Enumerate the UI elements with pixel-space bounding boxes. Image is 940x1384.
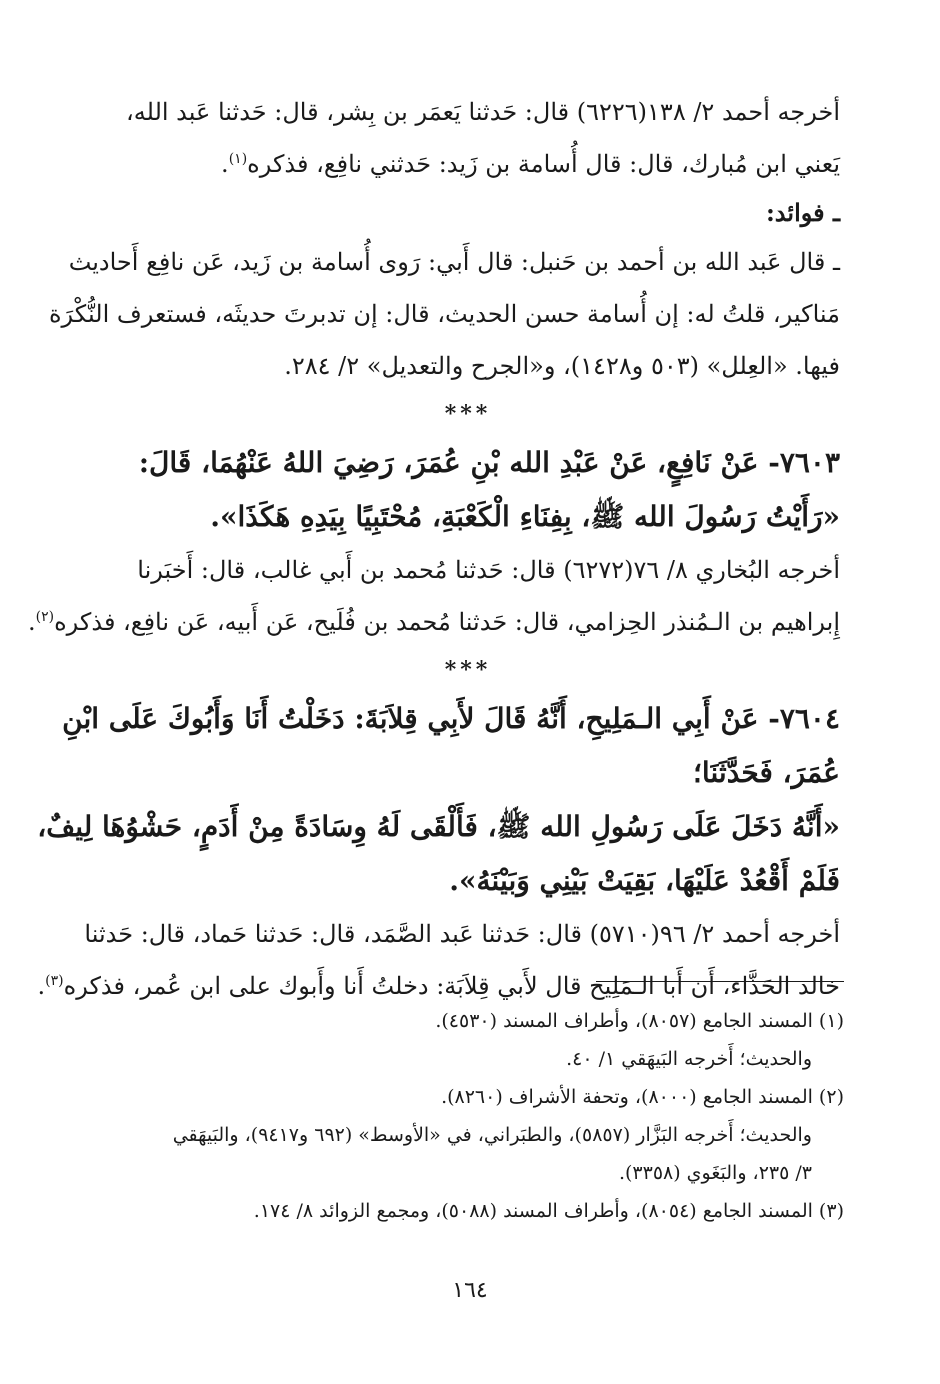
benefits-heading: ـ فوائد: — [765, 198, 840, 227]
hadith-7604 — [37, 692, 840, 908]
hadith-line: ٧٦٠٤- عَنْ أَبِي الـمَلِيحِ، أَنَّهُ قَالَ لأَبِي قِلاَبَةَ: دَخَلْتُ أَنَا وَأَبُوكَ عَلَى ابْنِ — [62, 702, 840, 735]
footnote-1: (١) المسند الجامع (٨٠٥٧)، وأطراف المسند (٤٥٣٠). — [435, 1010, 844, 1032]
text-line: خالد الحَذَّاء، أَن أَبا الـمَلِيح قال لأَبي قِلاَبَة: دخلتُ أَنا وأَبوك على ابن عُمر، فذكره$^{(٣)}$. — [37, 972, 840, 1000]
footnote-3: (٣) المسند الجامع (٨٠٥٤)، وأطراف المسند (٥٠٨٨)، ومجمع الزوائد ٨/ ١٧٤. — [253, 1200, 844, 1222]
hadith-7603 — [96, 436, 840, 544]
footnote-ref-1[interactable]: (١) — [228, 151, 248, 167]
footnote-2-continuation: ٣/ ٢٣٥، والبَغَوي (٣٣٥٨). — [618, 1162, 812, 1184]
takhrij-7604 — [37, 908, 840, 1012]
footnote-2-continuation: والحديث؛ أَخرجه البَزَّار (٥٨٥٧)، والطبَراني، في «الأوسط» (٦٩٢ و٩٤١٧)، والبَيهَقي — [172, 1124, 812, 1146]
text-line: أخرجه أحمد ٢/ ١٣٨(٦٢٢٦) قال: حَدثنا يَعمَر بن بِشر، قال: حَدثنا عَبد الله، — [126, 98, 840, 126]
page-number: ١٦٤ — [452, 1278, 488, 1303]
text-line: إِبراهيم بن الـمُنذر الحِزامي، قال: حَدثنا مُحمد بن فُلَيح، عَن أَبيه، عَن نافِع، فذكره$^{(٢)}$. — [28, 608, 840, 636]
takhrij-paragraph-1 — [96, 86, 840, 190]
text-line: مَناكير، قلتُ له: إن أُسامة حسن الحديث، قال: إن تدبرتَ حديثَه، فستعرف النُّكْرَة — [48, 300, 840, 328]
text-line: فيها. «العِلل» (٥٠٣ و١٤٢٨)، و«الجرح والتعديل» ٢/ ٢٨٤. — [284, 352, 840, 380]
hadith-line: ٧٦٠٣- عَنْ نَافِعٍ، عَنْ عَبْدِ الله بْنِ عُمَرَ، رَضِيَ اللهُ عَنْهُمَا، قَالَ: — [138, 446, 840, 479]
benefits-paragraph — [48, 236, 840, 392]
text-line: ـ قال عَبد الله بن أحمد بن حَنبل: قال أَبي: رَوى أُسامة بن زَيد، عَن نافِع أَحاديث — [68, 248, 840, 276]
section-separator: *** — [444, 401, 492, 427]
footnote-ref-3[interactable]: (٣) — [45, 973, 64, 989]
footnotes — [100, 1002, 844, 1230]
text-line: أخرجه البُخاري ٨/ ٧٦(٦٢٧٢) قال: حَدثنا مُحمد بن أَبي غالب، قال: أَخبَرنا — [137, 556, 840, 584]
footnote-divider — [596, 981, 844, 982]
text-line: يَعني ابن مُبارك، قال: قال أُسامة بن زَيد: حَدثني نافِع، فذكره$^{(١)}$. — [221, 150, 840, 178]
section-separator: *** — [444, 657, 492, 683]
main-text — [28, 86, 840, 1012]
takhrij-7603 — [28, 544, 840, 648]
footnote-2: (٢) المسند الجامع (٨٠٠٠)، وتحفة الأشراف (٨٢٦٠). — [441, 1086, 844, 1108]
hadith-line: فَلَمْ أَقْعُدْ عَلَيْهَا، بَقِيَتْ بَيْنِي وَبَيْنَهُ». — [449, 864, 840, 897]
hadith-line: «رَأَيْتُ رَسُولَ الله ﷺ، بِفِنَاءِ الْكَعْبَةِ، مُحْتَبِيًا بِيَدِهِ هَكَذَا». — [210, 500, 840, 533]
hadith-line: عُمَرَ، فَحَدَّثَنَا؛ — [693, 756, 840, 789]
text-line: أخرجه أحمد ٢/ ٩٦(٥٧١٠) قال: حَدثنا عَبد الصَّمَد، قال: حَدثنا حَماد، قال: حَدثنا — [84, 920, 840, 948]
footnote-ref-2[interactable]: (٢) — [35, 609, 55, 625]
footnote-1-continuation: والحديث؛ أَخرجه البَيهَقي ١/ ٤٠. — [566, 1048, 812, 1070]
hadith-line: «أَنَّهُ دَخَلَ عَلَى رَسُولِ الله ﷺ، فَأَلْقَى لَهُ وِسَادَةً مِنْ أَدَمٍ، حَشْوُهَا لِيفٌ، — [37, 810, 840, 843]
